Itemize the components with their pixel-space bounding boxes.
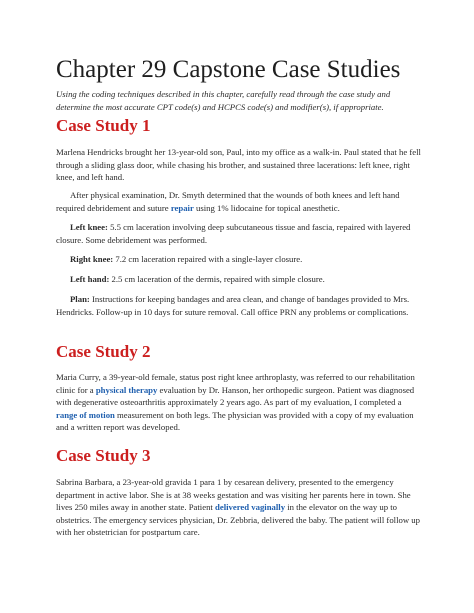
keyword-physical-therapy: physical therapy [95,384,158,395]
case-study-1-heading: Case Study 1 [56,116,151,135]
plan-text: Instructions for keeping bandages and area clean, and change of bandages provided to Mrs. Hendricks. Follow-up in 10 days for suture removal. Call office PRN any problems or complications. [56,294,410,317]
instructions: Using the coding techniques described in this chapter, carefully read through the case study and determine the most accurate CPT code(s) and HCPCS code(s) and modifier(s), if appropriate. [56,89,391,112]
case-2-text-b: evaluation by Dr. Hanson, her orthopedic surgeon. Patient was diagnosed with degenerative osteoarthritis approximately 2 years ago. As part of my evaluation, I completed a [56,384,415,407]
case-2-text-c: measurement on both legs. The physician was provided with a copy of my evaluation and a written report was developed. [56,409,414,432]
keyword-delivered-vaginally: delivered vaginally [215,502,286,512]
case-study-2-text [56,371,422,434]
right-knee-finding [56,253,422,266]
right-knee-text: 7.2 cm laceration repaired with a single-layer closure. [113,254,303,264]
case-3-text-b: in the elevator on the way up to obstetrics. The emergency services physician, Dr. Zebbria, delivered the baby. The patient will follow up with her obstetrician for postpartum care. [56,502,420,537]
left-knee-text: 5.5 cm laceration involving deep subcutaneous tissue and fascia, repaired with layered closure. Some debridement was performed. [56,222,411,245]
right-knee-label: Right knee: [70,254,114,264]
case-study-1-intro: Marlena Hendricks brought her 13-year-old son, Paul, into my office as a walk-in. Paul stated that he fell through a sliding glass door, while chasing his brother, and sustained three lacerations: left knee, right knee, and left hand. [56,147,421,182]
case-study-1-exam [56,189,422,214]
keyword-range-of-motion: range of motion [56,409,115,420]
case-study-2-heading: Case Study 2 [56,342,151,361]
case-3-text-a: Sabrina Barbara, a 23-year-old gravida 1 para 1 by cesarean delivery, presented to the emergency department in active labor. She is at 38 weeks gestation and was visiting her parents here in town. She lives 250 miles away in another state. Patient [56,477,411,512]
plan-label: Plan: [70,294,90,304]
case-study-3-text [56,476,422,539]
left-knee-finding [56,221,422,246]
left-hand-finding [56,273,422,286]
keyword-repair: repair [170,202,194,213]
left-hand-text: 2.5 cm laceration of the dermis, repaired with simple closure. [109,274,325,284]
case-study-3-heading: Case Study 3 [56,446,151,465]
exam-text: After physical examination, Dr. Smyth determined that the wounds of both knees and left hand required debridement and suture [56,190,400,213]
exam-text-end: using 1% lidocaine for topical anesthetic. [193,202,340,213]
left-hand-label: Left hand: [70,274,110,284]
page-title: Chapter 29 Capstone Case Studies [56,56,401,83]
left-knee-label: Left knee: [70,222,108,232]
case-2-text-a: Maria Curry, a 39-year-old female, status post right knee arthroplasty, was referred to our rehabilitation clinic for a [56,372,415,395]
plan-note [56,293,422,318]
